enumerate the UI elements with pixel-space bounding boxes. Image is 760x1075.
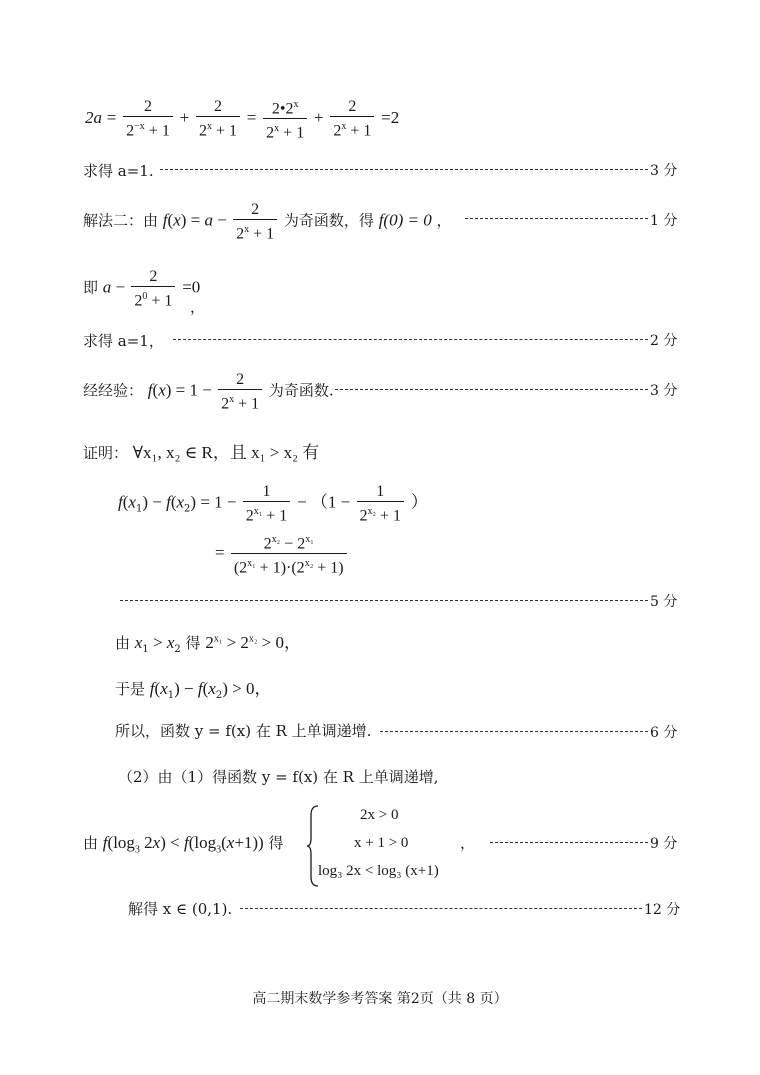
score-label: 3 分 — [650, 383, 678, 399]
score-label: 3 分 — [650, 163, 678, 179]
score-label: 12 分 — [644, 902, 681, 918]
inequality-line: 由 $x_1 > x_2$ 得 $2^{x_1} > 2^{x_2} > 0$， — [115, 633, 301, 655]
result-a-1-second: 求得 a=1， — [83, 332, 164, 350]
case-1: 2x > 0 — [360, 807, 399, 823]
dotted-leader — [380, 731, 648, 732]
inequality-system — [306, 805, 456, 887]
dotted-leader — [335, 389, 648, 390]
case-3: log₃ 2x < log₃ (x+1) — [318, 863, 439, 879]
score-label: 6 分 — [650, 725, 678, 741]
comma: ， — [190, 298, 206, 316]
substitution-line: 即 a − $\frac{2}{2^0 + 1}$ =0 — [83, 268, 201, 310]
method-two-line: 解法二：由 f(x) = a − $\frac{2}{2^x + 1}$ 为奇函数，得 f(0) = 0 ， — [83, 201, 452, 243]
dotted-leader — [173, 339, 648, 340]
part-two-line: （2）由（1）得函数 y = f(x) 在 R 上单调递增, — [118, 768, 439, 786]
score-label: 2 分 — [650, 333, 678, 349]
conclusion-line: 所以，函数 y = f(x) 在 R 上单调递增. — [115, 722, 372, 740]
dotted-leader — [120, 600, 648, 601]
equation-2a: 2a = $\frac{2}{2^{-x} + 1}$ + $\frac{2}{2^x + 1}$ = $\frac{2•2^x}{2^x + 1}$ + $\frac{2}{2^x + 1}$ =2 — [85, 95, 485, 143]
comma: ， — [460, 834, 476, 852]
page-footer: 高二期末数学参考答案 第2页（共 8 页） — [252, 991, 508, 1007]
difference-line-2: = $\frac{2^{x_2} - 2^{x_1}}{(2^{x_1} + 1)\cdot(2^{x_2} + 1)}$ — [215, 530, 349, 578]
dotted-leader — [160, 169, 648, 170]
solution-line: 解得 x ∈ (0,1). — [128, 900, 233, 918]
dotted-leader — [240, 908, 642, 909]
difference-line-1: $f(x_1) - f(x_2) = 1$ − $\frac{1}{2^{x_1} + 1}$ − （1 − $\frac{1}{2^{x_2} + 1}$ ） — [118, 483, 428, 525]
dotted-leader — [465, 218, 648, 219]
result-a-1: 求得 a=1. — [83, 162, 154, 180]
verification-line: 经经验： f(x) = 1 − $\frac{2}{2^x + 1}$ 为奇函数. — [83, 371, 334, 413]
log-inequality-line: 由 $f(\log_3$ $2x) < f(\log_3(x+1))$ 得 — [83, 833, 284, 856]
score-label: 5 分 — [650, 594, 678, 610]
score-label: 1 分 — [650, 213, 678, 229]
proof-line: 证明： ∀x₁, x₂ ∈ R，且 x₁ > x₂ 有 — [83, 443, 320, 462]
case-2: x + 1 > 0 — [354, 835, 409, 851]
score-label: 9 分 — [650, 836, 678, 852]
dotted-leader — [490, 842, 648, 843]
thus-line: 于是 $f(x_1) - f(x_2) > 0$， — [115, 679, 272, 701]
